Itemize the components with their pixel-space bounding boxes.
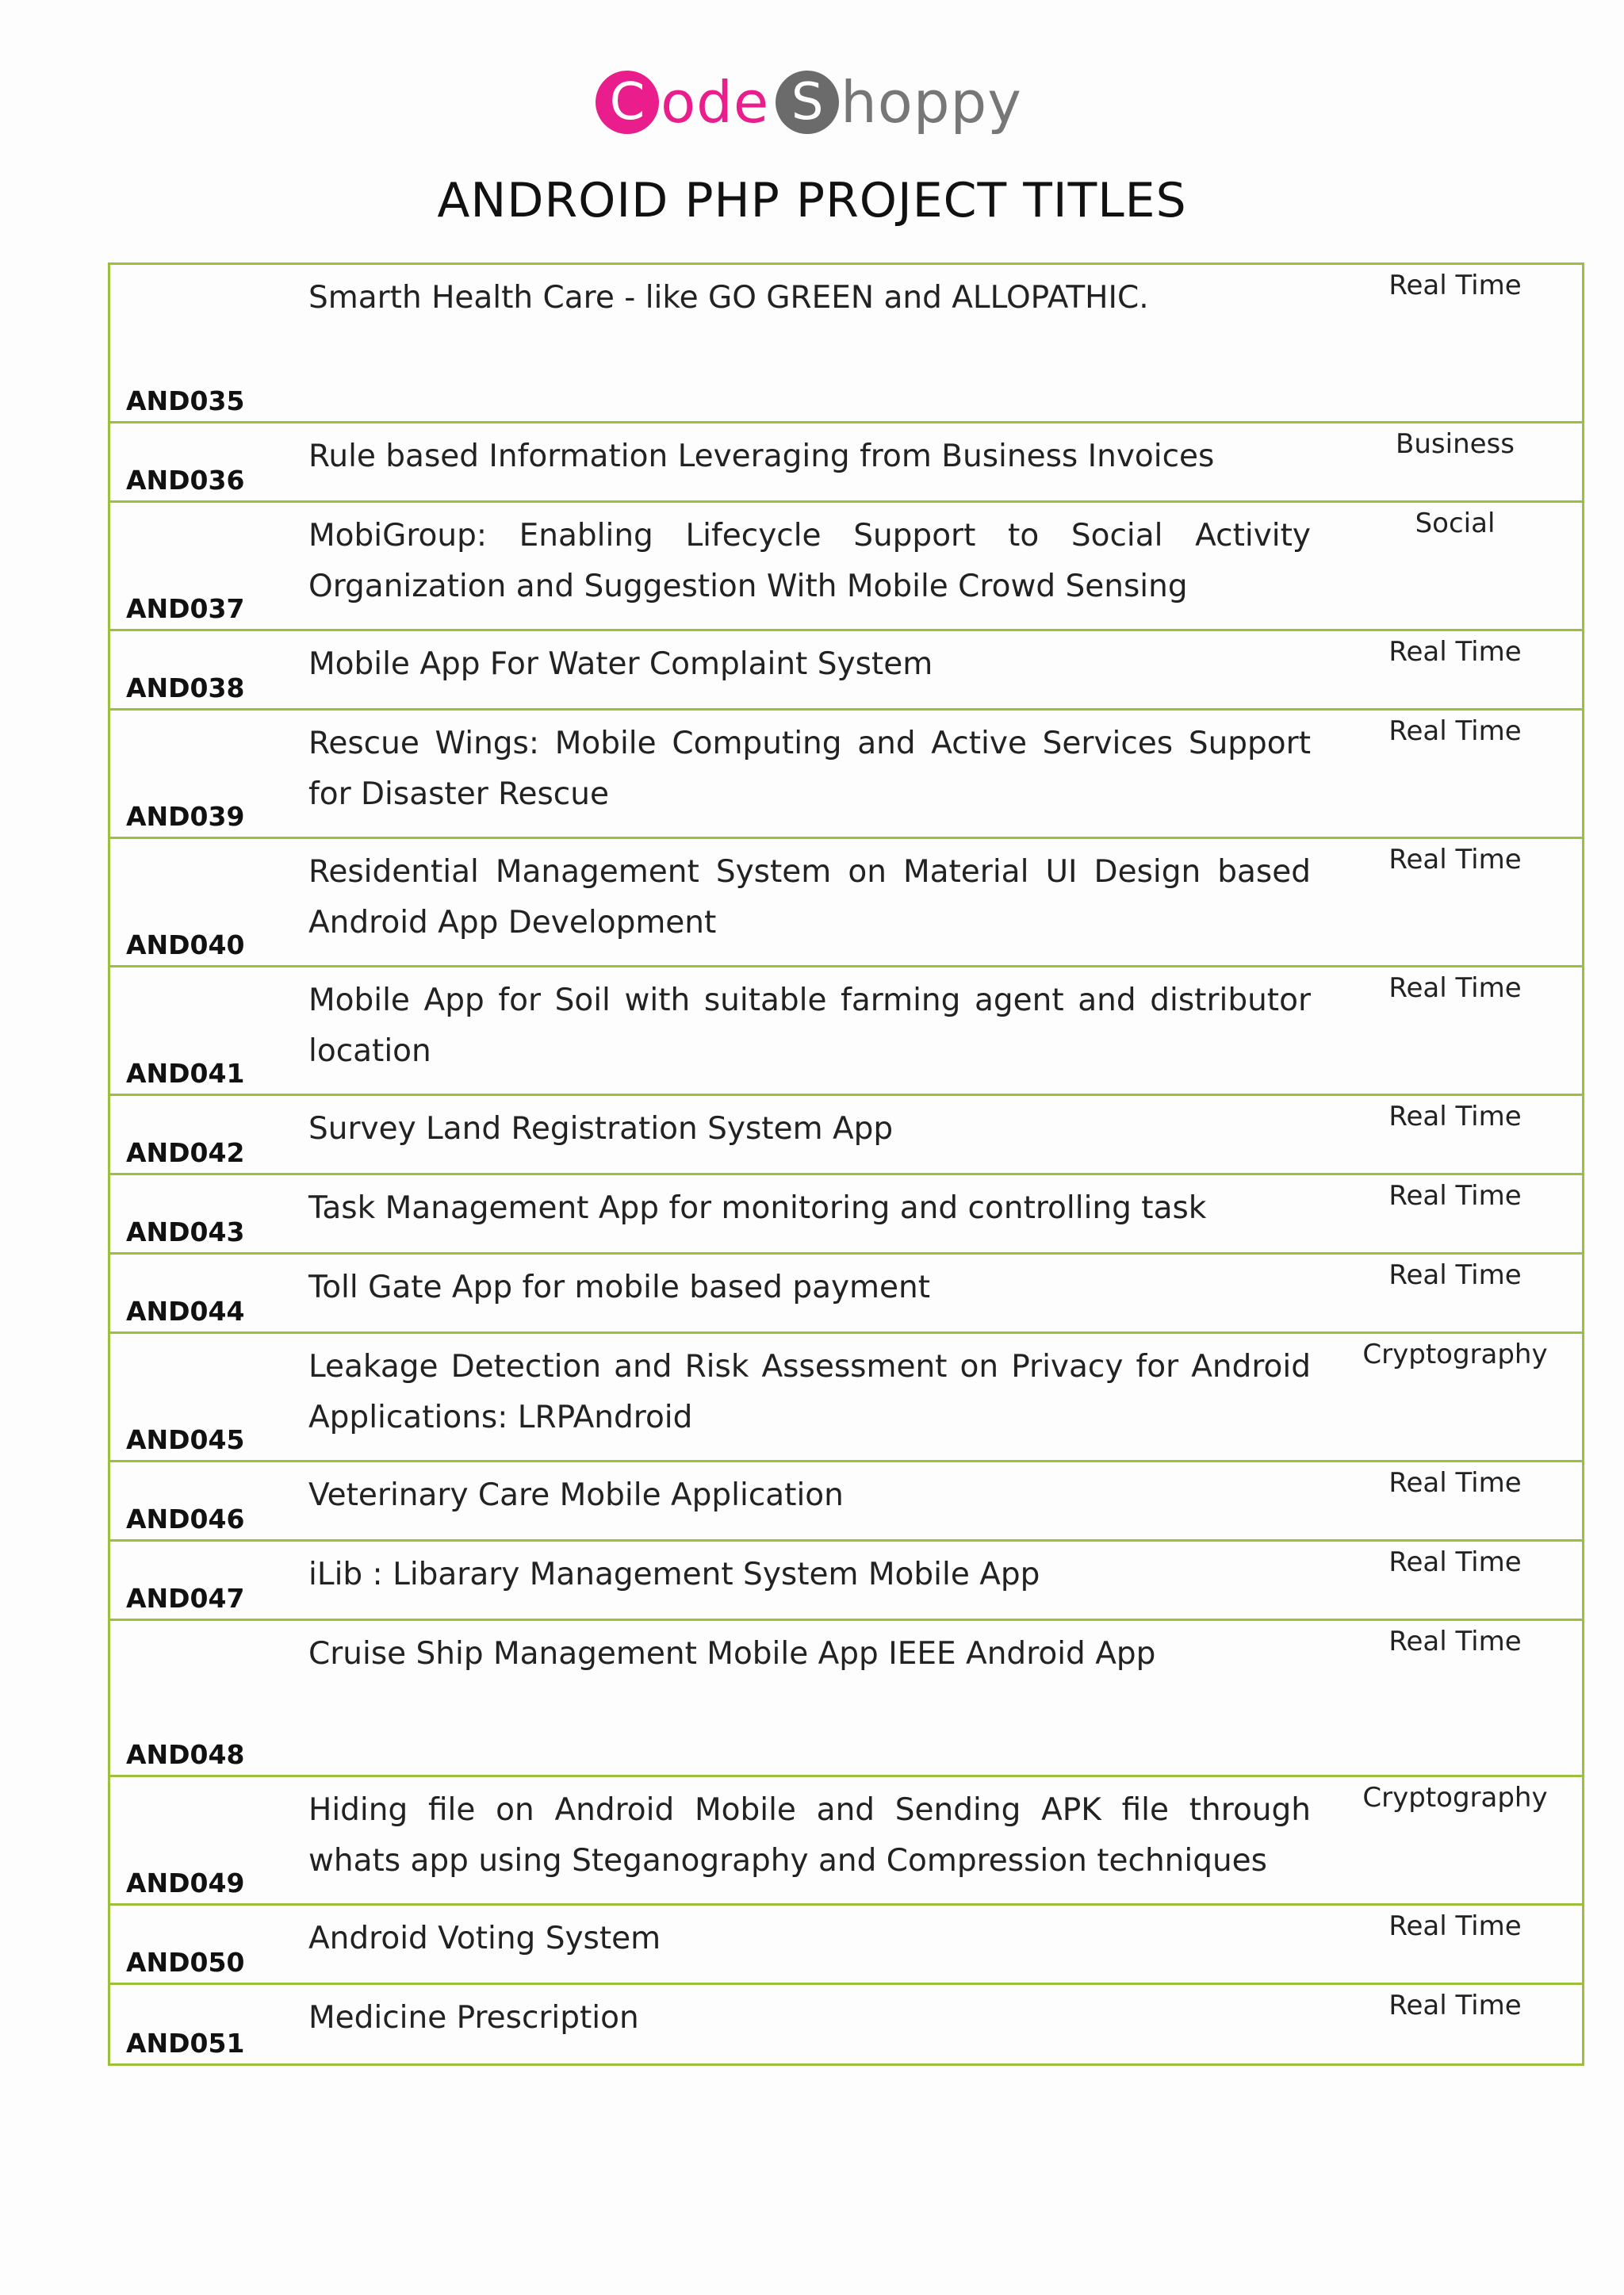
table-row [110,1903,1582,1983]
project-code: AND050 [126,1947,245,1978]
table-row [110,1539,1582,1619]
project-code: AND044 [126,1296,245,1327]
project-title: Toll Gate App for mobile based payment [308,1270,931,1305]
project-title: Rescue Wings: Mobile Computing and Active Services Support for Disaster Rescue [308,726,1311,812]
project-code: AND045 [126,1424,245,1455]
project-code: AND036 [126,465,245,496]
project-category: Real Time [1388,1546,1522,1578]
project-code: AND043 [126,1216,245,1247]
project-code: AND049 [126,1868,245,1898]
project-category: Real Time [1388,1990,1522,2021]
project-code: AND048 [126,1739,245,1770]
logo-c-circle [596,71,659,134]
project-category: Real Time [1388,270,1522,301]
logo-s-circle [776,71,839,134]
project-category: Real Time [1388,1910,1522,1942]
project-category: Cryptography [1362,1782,1548,1814]
table-row [110,1983,1582,2063]
project-title: Android Voting System [308,1921,661,1956]
project-title: Residential Management System on Material UI Design based Android App Development [308,854,1311,941]
project-category: Real Time [1388,1180,1522,1212]
project-category: Real Time [1388,1259,1522,1291]
table-row [110,421,1582,500]
logo-c-letter: C [609,73,645,132]
project-category: Real Time [1388,1626,1522,1657]
project-code: AND037 [126,593,245,624]
table-row [110,1331,1582,1460]
table-row [110,265,1582,421]
project-code: AND042 [126,1137,245,1168]
project-category: Social [1415,508,1496,539]
table-row [110,500,1582,629]
project-title: Veterinary Care Mobile Application [308,1477,844,1513]
project-title: Rule based Information Leveraging from Business Invoices [308,439,1215,474]
project-category: Real Time [1388,1101,1522,1132]
project-title: Hiding file on Android Mobile and Sending APK file through whats app using Steganography and Compression techniques [308,1792,1311,1879]
project-title: Mobile App For Water Complaint System [308,646,933,682]
logo-first-word: ode [661,69,770,136]
logo-s-letter: S [791,73,824,132]
project-title: Survey Land Registration System App [308,1111,894,1147]
project-title: iLib : Libarary Management System Mobile App [308,1557,1040,1592]
project-category: Real Time [1388,844,1522,875]
project-code: AND046 [126,1504,245,1534]
table-row [110,1619,1582,1775]
table-row [110,837,1582,965]
logo-second-word: hoppy [841,69,1022,136]
table-row [110,1252,1582,1331]
project-table [108,262,1584,2066]
table-row [110,1094,1582,1173]
project-title: MobiGroup: Enabling Lifecycle Support to Social Activity Organization and Suggestion With Mobile Crowd Sensing [308,518,1311,604]
project-category: Business [1396,428,1515,460]
project-code: AND039 [126,801,245,832]
project-code: AND041 [126,1058,245,1089]
table-row [110,629,1582,708]
project-title: Medicine Prescription [308,2000,639,2036]
project-category: Real Time [1388,715,1522,747]
project-title: Smarth Health Care - like GO GREEN and ALLOPATHIC. [308,280,1149,316]
table-row [110,1775,1582,1903]
project-category: Real Time [1388,1467,1522,1499]
table-row [110,708,1582,837]
table-row [110,965,1582,1094]
table-row [110,1173,1582,1252]
logo [0,59,1624,146]
project-title: Task Management App for monitoring and controlling task [308,1190,1207,1226]
project-category: Real Time [1388,636,1522,668]
project-title: Mobile App for Soil with suitable farming agent and distributor location [308,983,1311,1069]
project-code: AND047 [126,1583,245,1614]
page-title: ANDROID PHP PROJECT TITLES [437,173,1187,228]
project-category: Real Time [1388,972,1522,1004]
project-title: Leakage Detection and Risk Assessment on Privacy for Android Applications: LRPAndroid [308,1349,1311,1435]
project-code: AND051 [126,2028,245,2059]
project-code: AND035 [126,385,245,416]
project-title: Cruise Ship Management Mobile App IEEE Android App [308,1636,1156,1672]
table-row [110,1460,1582,1539]
project-category: Cryptography [1362,1339,1548,1370]
project-code: AND038 [126,672,245,703]
project-code: AND040 [126,929,245,960]
